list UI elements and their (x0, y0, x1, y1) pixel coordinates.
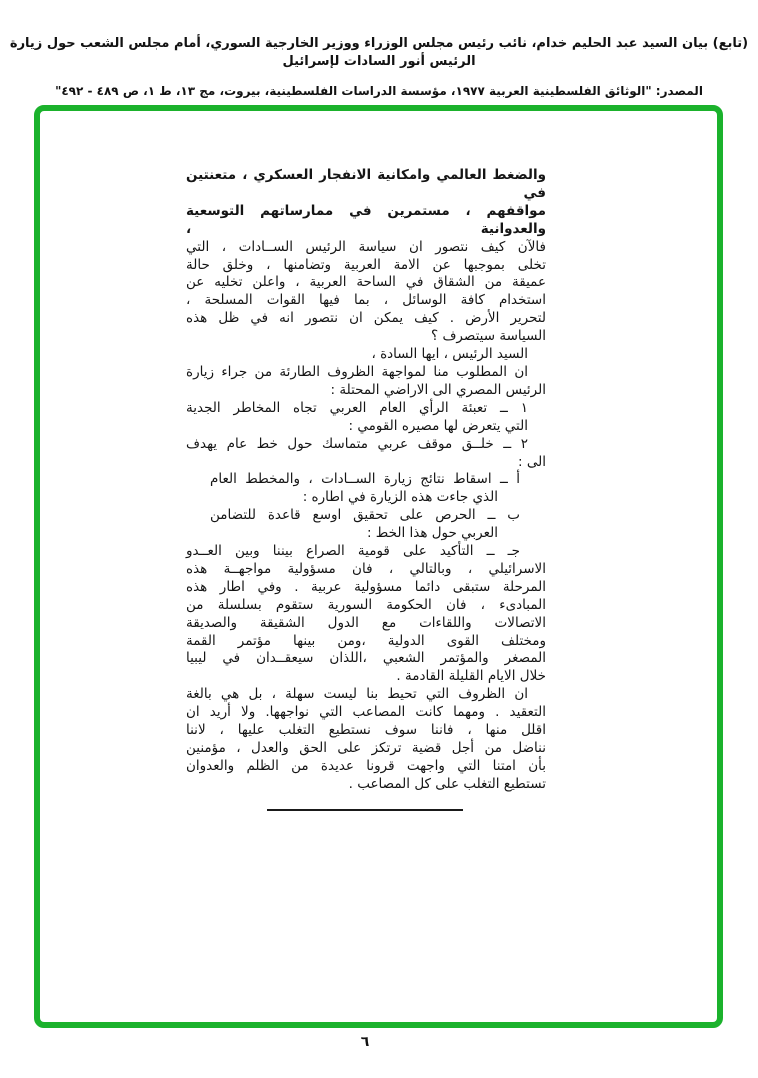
text-line: أ ــ اسقاط نتائج زيارة الســادات ، والمخطط العام (210, 471, 520, 488)
header-source-citation: المصدر: "الوثائق الفلسطينية العربية ١٩٧٧، مؤسسة الدراسات الفلسطينية، بيروت، مج ١٣، ط ١، ص ٤٨٩ - ٤٩٢" (55, 84, 703, 98)
header-continuation-title: (تابع) بيان السيد عبد الحليم خدام، نائب رئيس مجلس الوزراء ووزير الخارجية السوري، أمام مجلس الشعب حول زيارة الرئيس أنور السادات لإسرائيل (9, 36, 749, 69)
text-line: تخلى بموجبها عن الامة العربية وتضامنها ، وخلق حالة (186, 256, 546, 273)
text-line: السيد الرئيس ، ايها السادة ، (371, 346, 528, 363)
green-border-frame (34, 105, 723, 1028)
text-line: لتحرير الأرض . كيف يمكن ان نتصور انه في ظل هذه (186, 310, 546, 327)
text-line: ١ ــ تعبئة الرأي العام العربي تجاه المخاطر الجدية (186, 399, 528, 416)
text-line: والضغط العالمي وامكانية الانفجار العسكري ، متعنتين في (186, 167, 546, 201)
text-line: عميقة من الشقاق في الساحة العربية ، واعلن تخليه عن (186, 274, 546, 291)
text-line: ان الظروف التي تحيط بنا ليست سهلة ، بل هي بالغة (186, 686, 528, 703)
text-line: التي يتعرض لها مصيره القومي : (348, 417, 528, 434)
text-line: جـ ــ التأكيد على قومية الصراع بيننا وبين العــدو (186, 543, 520, 560)
text-line: المبادىء ، فان الحكومة السورية ستقوم بسلسلة من (186, 596, 546, 613)
end-of-text-divider (267, 809, 463, 811)
text-line: الاسرائيلي ، وبالتالي ، فان مسؤولية مواجهــة هذه (186, 560, 546, 577)
text-line: خلال الايام القليلة القادمة . (396, 668, 546, 685)
text-line: الذي جاءت هذه الزيارة في اطاره : (302, 489, 498, 506)
text-line: اقلل منها ، فاننا سوف نستطيع التغلب عليها ، لاننا (186, 722, 546, 739)
text-line: المصغر والمؤتمر الشعبي ،اللذان سيعقــدان في ليبيا (186, 650, 546, 667)
text-line: السياسة سيتصرف ؟ (430, 328, 546, 345)
body-text-block (186, 167, 546, 794)
text-line: الرئيس المصري الى الاراضي المحتلة : (330, 381, 546, 398)
page-number: ٦ (360, 1034, 370, 1050)
text-line: الى : (518, 453, 546, 470)
text-line: تستطيع التغلب على كل المصاعب . (348, 775, 546, 792)
text-line: ب ــ الحرص على تحقيق اوسع قاعدة للتضامن (210, 507, 520, 524)
text-line: ومختلف القوى الدولية ،ومن بينها مؤتمر القمة (186, 632, 546, 649)
text-line: التعقيد . ومهما كانت المصاعب التي نواجهها. ولا أريد ان (186, 704, 546, 721)
text-line: العربي حول هذا الخط : (366, 525, 498, 542)
text-line: ان المطلوب منا لمواجهة الظروف الطارئة من جراء زيارة (186, 363, 528, 380)
text-line: المرحلة ستبقى دائما مسؤولية عربية . وفي اطار هذه (186, 578, 546, 595)
document-header (8, 35, 750, 99)
text-line: الاتصالات واللقاءات مع الدول الشقيقة والصديقة (186, 614, 546, 631)
text-line: فالآن كيف نتصور ان سياسة الرئيس الســادات ، التي (186, 238, 546, 255)
text-line: نناضل من أجل قضية ترتكز على الحق والعدل ، مؤمنين (186, 740, 546, 756)
text-line: ٢ ــ خلــق موقف عربي متماسك حول خط عام يهدف (186, 435, 528, 452)
text-line: مواقفهم ، مستمرين في ممارساتهم التوسعية والعدوانية ، (186, 202, 546, 237)
text-line: استخدام كافة الوسائل ، بما فيها القوات المسلحة ، (186, 292, 546, 309)
text-line: بأن امتنا التي واجهت قرونا عديدة من الظلم والعدوان (186, 757, 546, 774)
